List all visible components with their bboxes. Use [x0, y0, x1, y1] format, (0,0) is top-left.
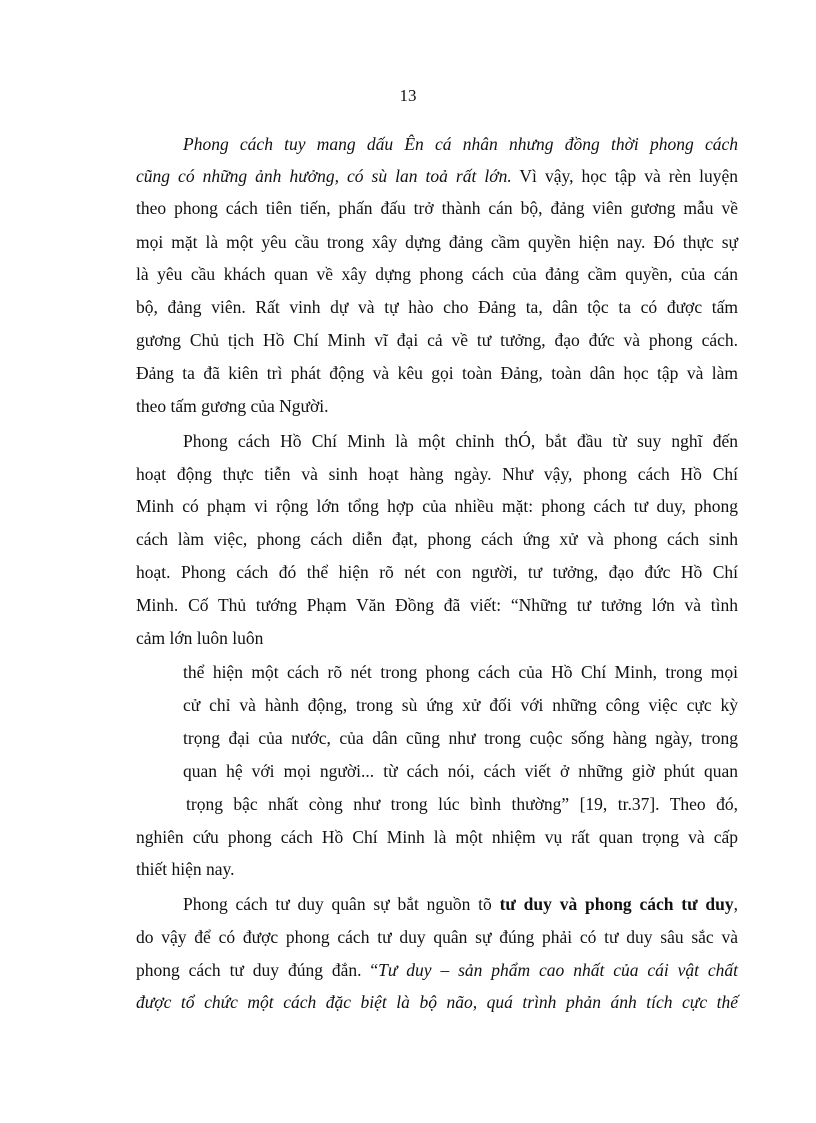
paragraph-4-text: Phong cách tư duy quân sự bắt nguồn tõ	[183, 894, 500, 914]
paragraph-1-line-4: mọi mặt là một yêu cầu trong xây dựng đảng cầm quyền hiện nay. Đó thực sự	[136, 232, 738, 252]
paragraph-1-text: Vì vậy, học tập và rèn luyện	[511, 166, 738, 186]
quote-line-1: thể hiện một cách rõ nét trong phong cách của Hồ Chí Minh, trong mọi	[183, 662, 738, 682]
paragraph-3-line-2: thiết hiện nay.	[136, 859, 235, 879]
quote-line-2: cử chỉ và hành động, trong sù ứng xử đối với những công việc cực kỳ	[183, 695, 738, 715]
paragraph-1-line-6: bộ, đảng viên. Rất vinh dự và tự hào cho Đảng ta, dân tộc ta có được tấm	[136, 297, 738, 317]
quote-line-3: trọng đại của nước, của dân cũng như trong cuộc sống hàng ngày, trong	[183, 728, 738, 748]
page-number: 13	[399, 86, 417, 105]
paragraph-2-line-4: cách làm việc, phong cách diễn đạt, phong cách ứng xử và phong cách sinh	[136, 529, 738, 549]
paragraph-1-line-8: Đảng ta đã kiên trì phát động và kêu gọi toàn Đảng, toàn dân học tập và làm	[136, 363, 738, 383]
paragraph-4-italic-quote: Tư duy – sản phẩm cao nhất của cái vật chất	[378, 960, 739, 980]
paragraph-3-line-1: nghiên cứu phong cách Hồ Chí Minh là một nhiệm vụ rất quan trọng và cấp	[136, 827, 738, 847]
paragraph-4-line-3	[136, 958, 738, 982]
paragraph-1-line-5: là yêu cầu khách quan về xây dựng phong cách của đảng cầm quyền, của cán	[136, 264, 738, 284]
paragraph-2-line-1: Phong cách Hồ Chí Minh là một chỉnh thÓ, bắt đầu từ suy nghĩ đến	[183, 431, 738, 451]
quote-line-5: trọng bậc nhất còng như trong lúc bình thường” [19, tr.37]. Theo đó,	[186, 794, 738, 814]
paragraph-4-bold-text: tư duy và phong cách tư duy	[499, 894, 734, 914]
paragraph-1-italic-text: cũng có những ảnh hưởng, có sù lan toả rất lớn.	[136, 166, 512, 186]
paragraph-2-line-2: hoạt động thực tiễn và sinh hoạt hàng ngày. Như vậy, phong cách Hồ Chí	[136, 464, 738, 484]
paragraph-4-comma: ,	[733, 894, 738, 914]
paragraph-1-line-1: Phong cách tuy mang dấu Ên cá nhân nhưng đồng thời phong cách	[183, 134, 738, 154]
paragraph-4-line-1	[183, 892, 738, 916]
paragraph-1-line-9: theo tấm gương của Người.	[136, 396, 329, 416]
paragraph-2-line-7: cảm lớn luôn luôn	[136, 628, 264, 648]
paragraph-2-line-6: Minh. Cố Thủ tướng Phạm Văn Đồng đã viết: “Những tư tưởng lớn và tình	[136, 595, 738, 615]
paragraph-1-line-7: gương Chủ tịch Hồ Chí Minh vĩ đại cả về tư tưởng, đạo đức và phong cách.	[136, 330, 738, 350]
paragraph-2-line-5: hoạt. Phong cách đó thể hiện rõ nét con người, tư tưởng, đạo đức Hồ Chí	[136, 562, 738, 582]
paragraph-2-line-3: Minh có phạm vi rộng lớn tổng hợp của nhiều mặt: phong cách tư duy, phong	[136, 496, 738, 516]
paragraph-4-text-start: phong cách tư duy đúng đắn. “	[136, 960, 379, 980]
paragraph-4-line-2: do vậy để có được phong cách tư duy quân sự đúng phải có tư duy sâu sắc và	[136, 927, 738, 947]
paragraph-1-line-2	[136, 164, 738, 188]
paragraph-1-line-3: theo phong cách tiên tiến, phấn đấu trở thành cán bộ, đảng viên gương mẫu về	[136, 198, 738, 218]
quote-line-4: quan hệ với mọi người... từ cách nói, cách viết ở những giờ phút quan	[183, 761, 738, 781]
paragraph-4-line-4: được tổ chức một cách đặc biệt là bộ não, quá trình phản ánh tích cực thế	[136, 992, 738, 1012]
